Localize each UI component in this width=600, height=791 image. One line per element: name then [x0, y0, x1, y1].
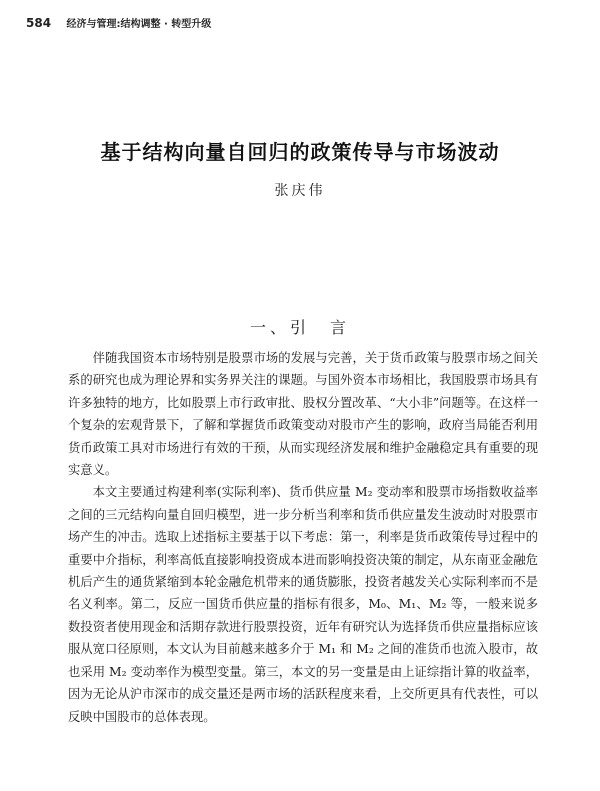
page-number: 584	[26, 16, 52, 30]
article-title: 基于结构向量自回归的政策传导与市场波动	[100, 140, 500, 164]
running-header	[26, 15, 211, 30]
article-author: 张庆伟	[274, 183, 326, 199]
journal-name: 经济与管理:结构调整 · 转型升级	[66, 19, 212, 30]
body-paragraph: 伴随我国资本市场特别是股票市场的发展与完善，关于货币政策与股票市场之间关系的研究也成为理论界和实务界关注的课题。与国外资本市场相比，我国股票市场具有许多独特的地方，比如股票上市行政审批、股权分置改革、“大小非”问题等。在这样一个复杂的宏观背景下，了解和掌握货币政策变动对股市产生的影响，政府当局能否利用货币政策工具对市场进行有效的干预，从而实现经济发展和维护金融稳定具有重要的现实意义。	[68, 351, 538, 478]
article-body	[68, 347, 538, 728]
section-heading: 一、引 言	[249, 318, 350, 337]
body-paragraph: 本文主要通过构建利率(实际利率)、货币供应量 M₂ 变动率和股票市场指数收益率之间的三元结构向量自回归模型，进一步分析当利率和货币供应量发生波动时对股票市场产生的冲击。选取上述指标主要基于以下考虑：第一，利率是货币政策传导过程中的重要中介指标，利率高低直接影响投资成本进而影响投资决策的制定，从东南亚金融危机后产生的通货紧缩到本轮金融危机带来的通货膨胀，投资者越发关心实际利率而不是名义利率。第二，反应一国货币供应量的指标有很多，M₀、M₁、M₂ 等，一般来说多数投资者使用现金和活期存款进行股票投资，近年有研究认为选择货币供应量指标应该服从宽口径原则，本文认为目前越来越多介于 M₁ 和 M₂ 之间的准货币也流入股市，故也采用 M₂ 变动率作为模型变量。第三，本文的另一变量是由上证综指计算的收益率，因为无论从沪市深市的成交量还是两市场的活跃程度来看，上交所更具有代表性，可以反映中国股市的总体表现。	[68, 485, 538, 724]
